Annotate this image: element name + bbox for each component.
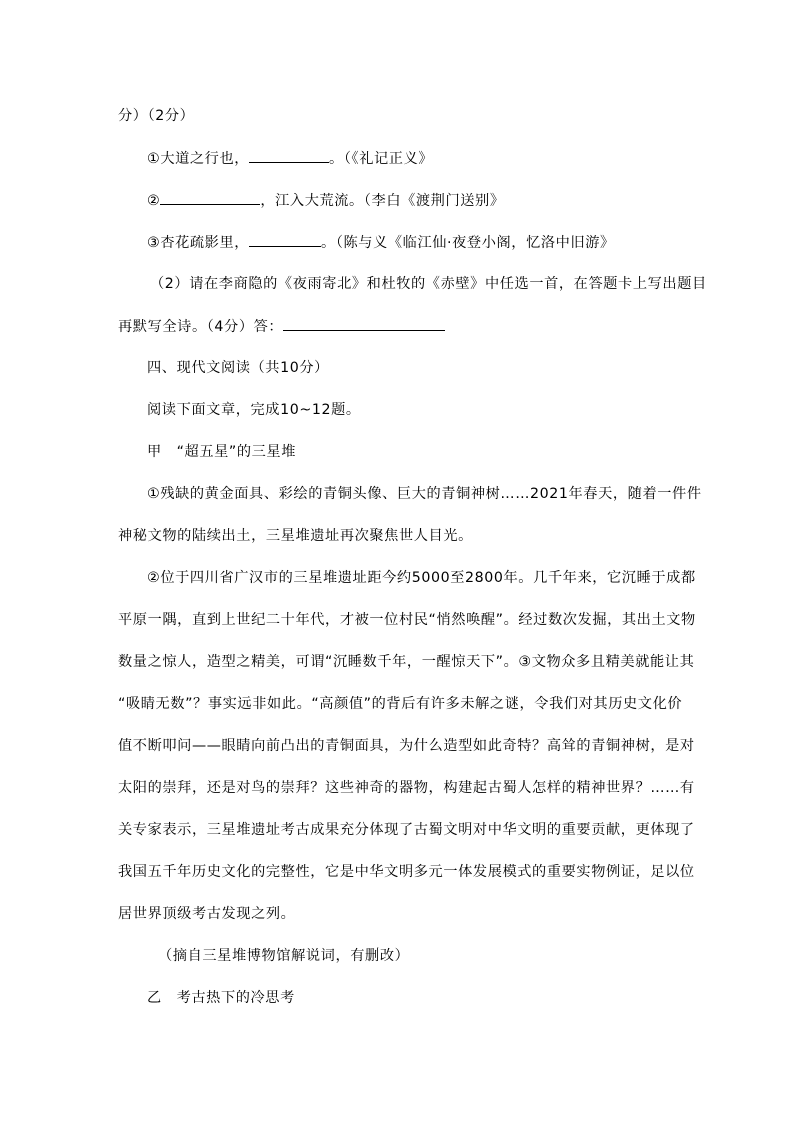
answer-blank[interactable] — [283, 316, 445, 331]
fill-blank-item-1 — [147, 148, 433, 169]
article-title-yi: 乙 考古热下的冷思考 — [147, 990, 295, 1006]
source-note: （摘自三星堆博物馆解说词，有删改） — [158, 948, 410, 964]
paragraph-line: 神秘文物的陆续出土，三星堆遗址再次聚焦世人目光。 — [118, 528, 473, 544]
fill-blank-item-2 — [147, 190, 505, 211]
instruction: 阅读下面文章，完成10~12题。 — [147, 402, 361, 418]
answer-blank[interactable] — [160, 190, 260, 205]
paragraph-line: 关专家表示，三星堆遗址考古成果充分体现了古蜀文明对中华文明的重要贡献，更体现了 — [118, 822, 695, 838]
question-2-cont — [118, 316, 445, 337]
paragraph-line: “吸睛无数”？事实远非如此。“高颜值”的背后有许多未解之谜，令我们对其历史文化价 — [118, 696, 683, 712]
paragraph-line: 值不断叩问——眼睛向前凸出的青铜面具，为什么造型如此奇特？高耸的青铜神树，是对 — [118, 738, 695, 754]
paragraph-line: 太阳的崇拜，还是对鸟的崇拜？这些神奇的器物，构建起古蜀人怎样的精神世界？……有 — [118, 780, 695, 796]
article-title-jia: 甲 “超五星”的三星堆 — [147, 444, 296, 460]
text: 。（《礼记正义》 — [329, 151, 434, 167]
paragraph-line: ①残缺的黄金面具、彩绘的青铜头像、巨大的青铜神树……2021年春天，随着一件件 — [147, 486, 702, 502]
answer-blank[interactable] — [249, 232, 321, 247]
section-heading: 四、现代文阅读（共10分） — [147, 360, 329, 376]
text: 。（陈与义《临江仙·夜登小阁，忆洛中旧游》 — [321, 235, 615, 251]
paragraph-line: ②位于四川省广汉市的三星堆遗址距今约5000至2800年。几千年来，它沉睡于成都 — [147, 570, 696, 586]
question-2: （2）请在李商隐的《夜雨寄北》和杜牧的《赤壁》中任选一首，在答题卡上写出题目 — [150, 276, 707, 292]
paragraph-line: 我国五千年历史文化的完整性，它是中华文明多元一体发展模式的重要实物例证，足以位 — [118, 864, 695, 880]
text: ② — [147, 193, 161, 209]
text: ①大道之行也， — [147, 151, 250, 167]
text: ③杏花疏影里， — [147, 235, 250, 251]
text: ，江入大荒流。（李白《渡荆门送别》 — [260, 193, 505, 209]
paragraph-line: 数量之惊人，造型之精美，可谓“沉睡数千年，一醒惊天下”。③文物众多且精美就能让其 — [118, 654, 695, 670]
text-line: 分）（2分） — [118, 108, 195, 124]
answer-blank[interactable] — [249, 148, 329, 163]
fill-blank-item-3 — [147, 232, 615, 253]
paragraph-line: 居世界顶级考古发现之列。 — [118, 906, 296, 922]
paragraph-line: 平原一隅，直到上世纪二十年代，才被一位村民“悄然唤醒”。经过数次发掘，其出土文物 — [118, 612, 696, 628]
text: 再默写全诗。（4分）答： — [118, 319, 284, 335]
